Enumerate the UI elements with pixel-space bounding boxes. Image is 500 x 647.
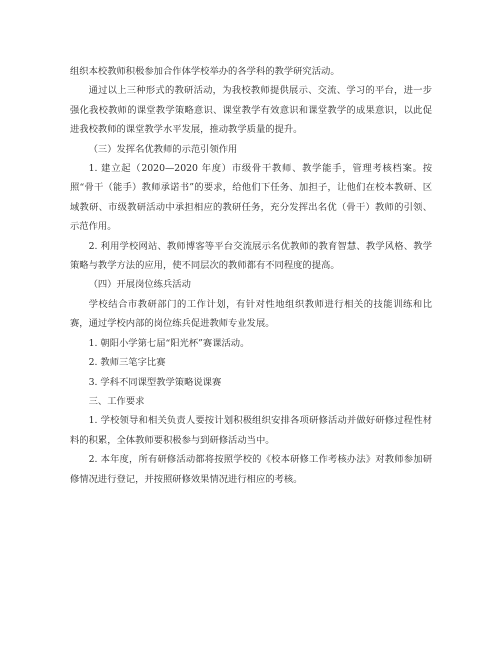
list-item-2: 2. 教师三笔字比赛 bbox=[88, 357, 166, 369]
paragraph-item-2: 2. 利用学校网站、教师博客等平台交流展示名优教师的教育智慧、教学风格、教学策略与教学方法的应用，使不同层次的教师都有不同程度的提高。 bbox=[70, 240, 432, 272]
list-item-3: 3. 学科不同课型教学策略说课赛 bbox=[88, 376, 222, 388]
requirement-item-1: 1. 学校领导和相关负责人要按计划积极组织安排各项研修活动并做好研修过程性材料的积累，全体教师要积极参与到研修活动当中。 bbox=[70, 415, 432, 446]
section-heading-3: （三）发挥名优教师的示范引领作用 bbox=[88, 143, 238, 155]
paragraph-training: 学校结合市教研部门的工作计划，有针对性地组织教师进行相关的技能训练和比赛，通过学校内部的岗位练兵促进教师专业发展。 bbox=[70, 298, 432, 330]
list-item-1: 1. 朝阳小学第七届“阳光杯”赛课活动。 bbox=[88, 337, 250, 349]
paragraph-item-1: 1. 建立起（2020—2020 年度）市级骨干教师、教学能手，管理考核档案。按照“骨干（能手）教师承诺书”的要求，给他们下任务、加担子，让他们在校本教研、区域教研、市级教研活动中承担相应的教研任务，充分发挥出名优（骨干）教师的引领、示范作用。 bbox=[70, 163, 432, 233]
paragraph-intro-continuation: 组织本校教师积极参加合作体学校举办的各学科的教学研究活动。 bbox=[70, 66, 340, 77]
section-heading-requirements: 三、工作要求 bbox=[88, 395, 145, 407]
document-body bbox=[70, 62, 432, 489]
section-heading-4: （四）开展岗位练兵活动 bbox=[88, 279, 191, 291]
requirement-item-2: 2. 本年度，所有研修活动都将按照学校的《校本研修工作考核办法》对教师参加研修情况进行登记，并按照研修效果情况进行相应的考核。 bbox=[70, 454, 432, 485]
paragraph-summary: 通过以上三种形式的教研活动，为我校教师提供展示、交流、学习的平台，进一步强化我校教师的课堂教学策略意识、课堂教学有效意识和课堂教学的成果意识，以此促进我校教师的课堂教学水平发展，推动教学质量的提升。 bbox=[70, 85, 432, 136]
